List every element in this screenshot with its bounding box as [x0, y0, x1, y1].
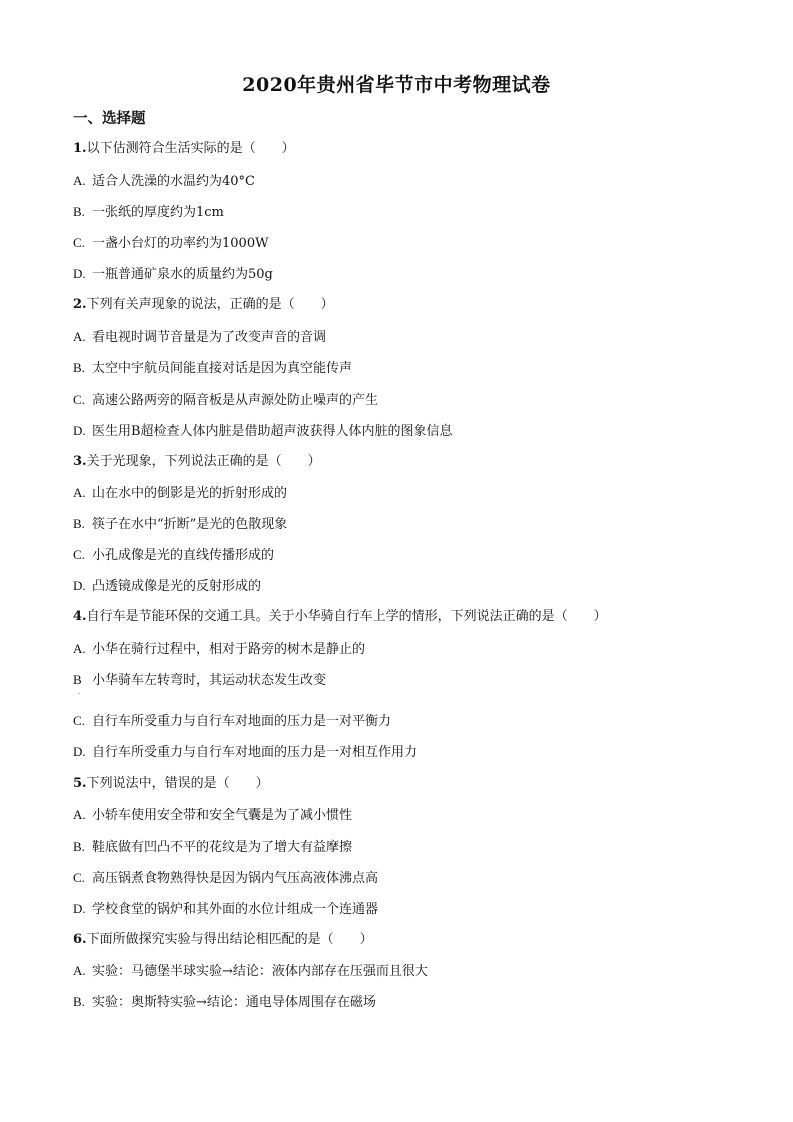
option-letter: D.	[73, 901, 86, 916]
option-text: 凸透镜成像是光的反射形成的	[92, 579, 262, 594]
option-1a	[73, 172, 255, 191]
stray-period-mark: .	[78, 688, 81, 696]
question-4	[73, 608, 607, 626]
question-number: 4.	[73, 609, 87, 624]
option-letter: C.	[73, 235, 85, 250]
option-letter: D.	[73, 578, 86, 593]
option-1d	[73, 265, 273, 284]
option-text: 一张纸的厚度约为1cm	[92, 205, 224, 220]
option-text: 自行车所受重力与自行车对地面的压力是一对相互作用力	[92, 745, 418, 760]
option-3b	[73, 515, 287, 534]
option-letter: D.	[73, 423, 86, 438]
option-3c	[73, 546, 274, 565]
option-text: 医生用B超检查人体内脏是借助超声波获得人体内脏的图象信息	[92, 424, 453, 439]
option-letter: B	[73, 672, 82, 687]
question-2	[73, 296, 334, 314]
option-letter: A.	[73, 641, 86, 656]
option-letter: A.	[73, 485, 86, 500]
option-4a	[73, 640, 365, 659]
question-1	[73, 140, 295, 158]
option-text: 筷子在水中“折断”是光的色散现象	[92, 517, 288, 532]
question-3	[73, 453, 321, 471]
option-5a	[73, 806, 352, 825]
question-6	[73, 931, 373, 949]
option-6b	[73, 993, 376, 1012]
option-text: 山在水中的倒影是光的折射形成的	[92, 486, 288, 501]
option-letter: C.	[73, 392, 85, 407]
option-letter: B.	[73, 994, 85, 1009]
question-number: 3.	[73, 454, 87, 469]
question-stem: 下列说法中，错误的是（ ）	[86, 776, 269, 791]
option-text: 看电视时调节音量是为了改变声音的音调	[92, 330, 327, 345]
question-stem: 关于光现象，下列说法正确的是（ ）	[86, 454, 321, 469]
question-number: 5.	[73, 776, 87, 791]
option-2b	[73, 359, 352, 378]
option-letter: A.	[73, 963, 86, 978]
option-6a	[73, 962, 428, 981]
option-2d	[73, 422, 453, 441]
option-letter: C.	[73, 547, 85, 562]
option-text: 高速公路两旁的隔音板是从声源处防止噪声的产生	[92, 393, 379, 408]
option-3d	[73, 577, 261, 596]
option-1c	[73, 234, 268, 253]
question-number: 1.	[73, 141, 87, 156]
option-text: 实验：马德堡半球实验→结论：液体内部存在压强而且很大	[92, 964, 428, 979]
option-text: 太空中宇航员间能直接对话是因为真空能传声	[92, 361, 353, 376]
document-title: 2020年贵州省毕节市中考物理试卷	[242, 74, 551, 96]
option-text: 高压锅煮食物熟得快是因为锅内气压高液体沸点高	[92, 871, 379, 886]
option-text: 小轿车使用安全带和安全气囊是为了减小惯性	[92, 808, 353, 823]
option-letter: C.	[73, 870, 85, 885]
option-letter: B.	[73, 516, 85, 531]
option-text: 小孔成像是光的直线传播形成的	[92, 548, 275, 563]
option-letter: B.	[73, 360, 85, 375]
option-5c	[73, 869, 378, 888]
option-text: 一瓶普通矿泉水的质量约为50g	[92, 267, 273, 282]
option-4b	[73, 671, 326, 690]
option-4d	[73, 743, 417, 762]
option-letter: D.	[73, 744, 86, 759]
option-letter: C.	[73, 713, 85, 728]
option-text: 一盏小台灯的功率约为1000W	[92, 236, 269, 251]
question-5	[73, 775, 269, 793]
question-stem: 下列有关声现象的说法，正确的是（ ）	[86, 297, 334, 312]
option-5d	[73, 900, 378, 919]
section-heading: 一、选择题	[73, 110, 146, 127]
question-number: 2.	[73, 297, 87, 312]
option-5b	[73, 838, 352, 857]
option-letter: B.	[73, 204, 85, 219]
option-letter: A.	[73, 329, 86, 344]
question-stem: 下面所做探究实验与得出结论相匹配的是（ ）	[86, 932, 373, 947]
option-2a	[73, 328, 326, 347]
option-text: 自行车所受重力与自行车对地面的压力是一对平衡力	[92, 714, 392, 729]
option-text: 学校食堂的锅炉和其外面的水位计组成一个连通器	[92, 902, 379, 917]
option-letter: D.	[73, 266, 86, 281]
option-text: 鞋底做有凹凸不平的花纹是为了增大有益摩擦	[92, 840, 353, 855]
option-1b	[73, 203, 224, 222]
option-text: 小华在骑行过程中，相对于路旁的树木是静止的	[92, 642, 366, 657]
option-letter: A.	[73, 807, 86, 822]
option-letter: A.	[73, 173, 86, 188]
option-4c	[73, 712, 391, 731]
question-stem: 以下估测符合生活实际的是（ ）	[86, 141, 295, 156]
question-stem: 自行车是节能环保的交通工具。关于小华骑自行车上学的情形，下列说法正确的是（ ）	[86, 609, 607, 624]
question-number: 6.	[73, 932, 87, 947]
option-letter: B.	[73, 839, 85, 854]
option-text: 实验：奥斯特实验→结论：通电导体周围存在磁场	[92, 995, 376, 1010]
option-2c	[73, 391, 378, 410]
option-text: 适合人洗澡的水温约为40°C	[92, 174, 255, 189]
option-3a	[73, 484, 287, 503]
option-text: 小华骑车左转弯时，其运动状态发生改变	[92, 673, 327, 688]
